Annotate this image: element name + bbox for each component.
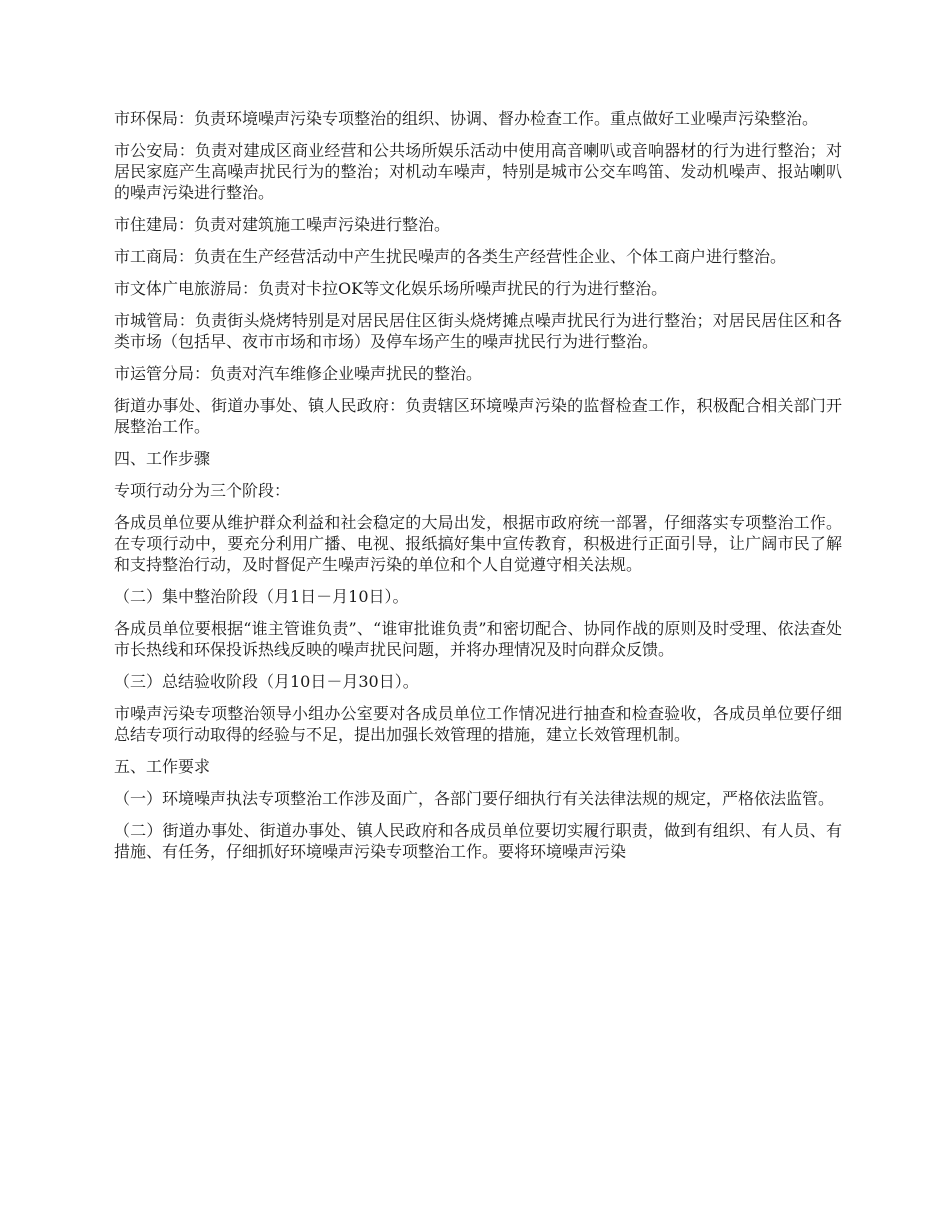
document-body (114, 108, 842, 873)
paragraph-requirement-two: （二）街道办事处、街道办事处、镇人民政府和各成员单位要切实履行职责，做到有组织、有人员、有措施、有任务，仔细抓好环境噪声污染专项整治工作。要将环境噪声污染 (114, 821, 842, 861)
paragraph-transport-branch: 市运管分局：负责对汽车维修企业噪声扰民的整治。 (114, 364, 483, 383)
subheading-centralized-rectification: （二）集中整治阶段（月1日－月10日）。 (114, 587, 409, 606)
paragraph-culture-tourism-bureau: 市文体广电旅游局：负责对卡拉OK等文化娱乐场所噪声扰民的行为进行整治。 (114, 279, 668, 298)
paragraph-leading-group-office: 市噪声污染专项整治领导小组办公室要对各成员单位工作情况进行抽查和检查验收，各成员单位要仔细总结专项行动取得的经验与不足，提出加强长效管理的措施，建立长效管理机制。 (114, 704, 842, 744)
section-heading-work-steps: 四、工作步骤 (114, 449, 211, 468)
paragraph-industry-commerce-bureau: 市工商局：负责在生产经营活动中产生扰民噪声的各类生产经营性企业、个体工商户进行整治。 (114, 247, 787, 266)
paragraph-street-offices: 街道办事处、街道办事处、镇人民政府：负责辖区环境噪声污染的监督检查工作，积极配合相关部门开展整治工作。 (114, 396, 842, 436)
paragraph-member-units: 各成员单位要从维护群众利益和社会稳定的大局出发，根据市政府统一部署，仔细落实专项整治工作。在专项行动中，要充分利用广播、电视、报纸搞好集中宣传教育，积极进行正面引导，让广阔市民了解和支持整治行动，及时督促产生噪声污染的单位和个人自觉遵守相关法规。 (114, 513, 842, 574)
paragraph-environmental-bureau: 市环保局：负责环境噪声污染专项整治的组织、协调、督办检查工作。重点做好工业噪声污染整治。 (114, 109, 819, 128)
paragraph-urban-management-bureau: 市城管局：负责街头烧烤特别是对居民居住区街头烧烤摊点噪声扰民行为进行整治；对居民居住区和各类市场（包括早、夜市市场和市场）及停车场产生的噪声扰民行为进行整治。 (114, 311, 842, 351)
paragraph-housing-construction-bureau: 市住建局：负责对建筑施工噪声污染进行整治。 (114, 215, 451, 234)
section-heading-work-requirements: 五、工作要求 (114, 757, 211, 776)
paragraph-public-security-bureau: 市公安局：负责对建成区商业经营和公共场所娱乐活动中使用高音喇叭或音响器材的行为进行整治；对居民家庭产生高噪声扰民行为的整治；对机动车噪声，特别是城市公交车鸣笛、发动机噪声、报站喇叭的噪声污染进行整治。 (114, 141, 842, 202)
paragraph-three-stages: 专项行动分为三个阶段： (114, 481, 291, 500)
subheading-summary-acceptance: （三）总结验收阶段（月10日－月30日）。 (114, 672, 419, 691)
paragraph-requirement-one: （一）环境噪声执法专项整治工作涉及面广，各部门要仔细执行有关法律法规的规定，严格依法监管。 (114, 789, 835, 808)
paragraph-responsibility-principle: 各成员单位要根据“谁主管谁负责”、“谁审批谁负责”和密切配合、协同作战的原则及时受理、依法查处市长热线和环保投诉热线反映的噪声扰民问题，并将办理情况及时向群众反馈。 (114, 619, 842, 659)
